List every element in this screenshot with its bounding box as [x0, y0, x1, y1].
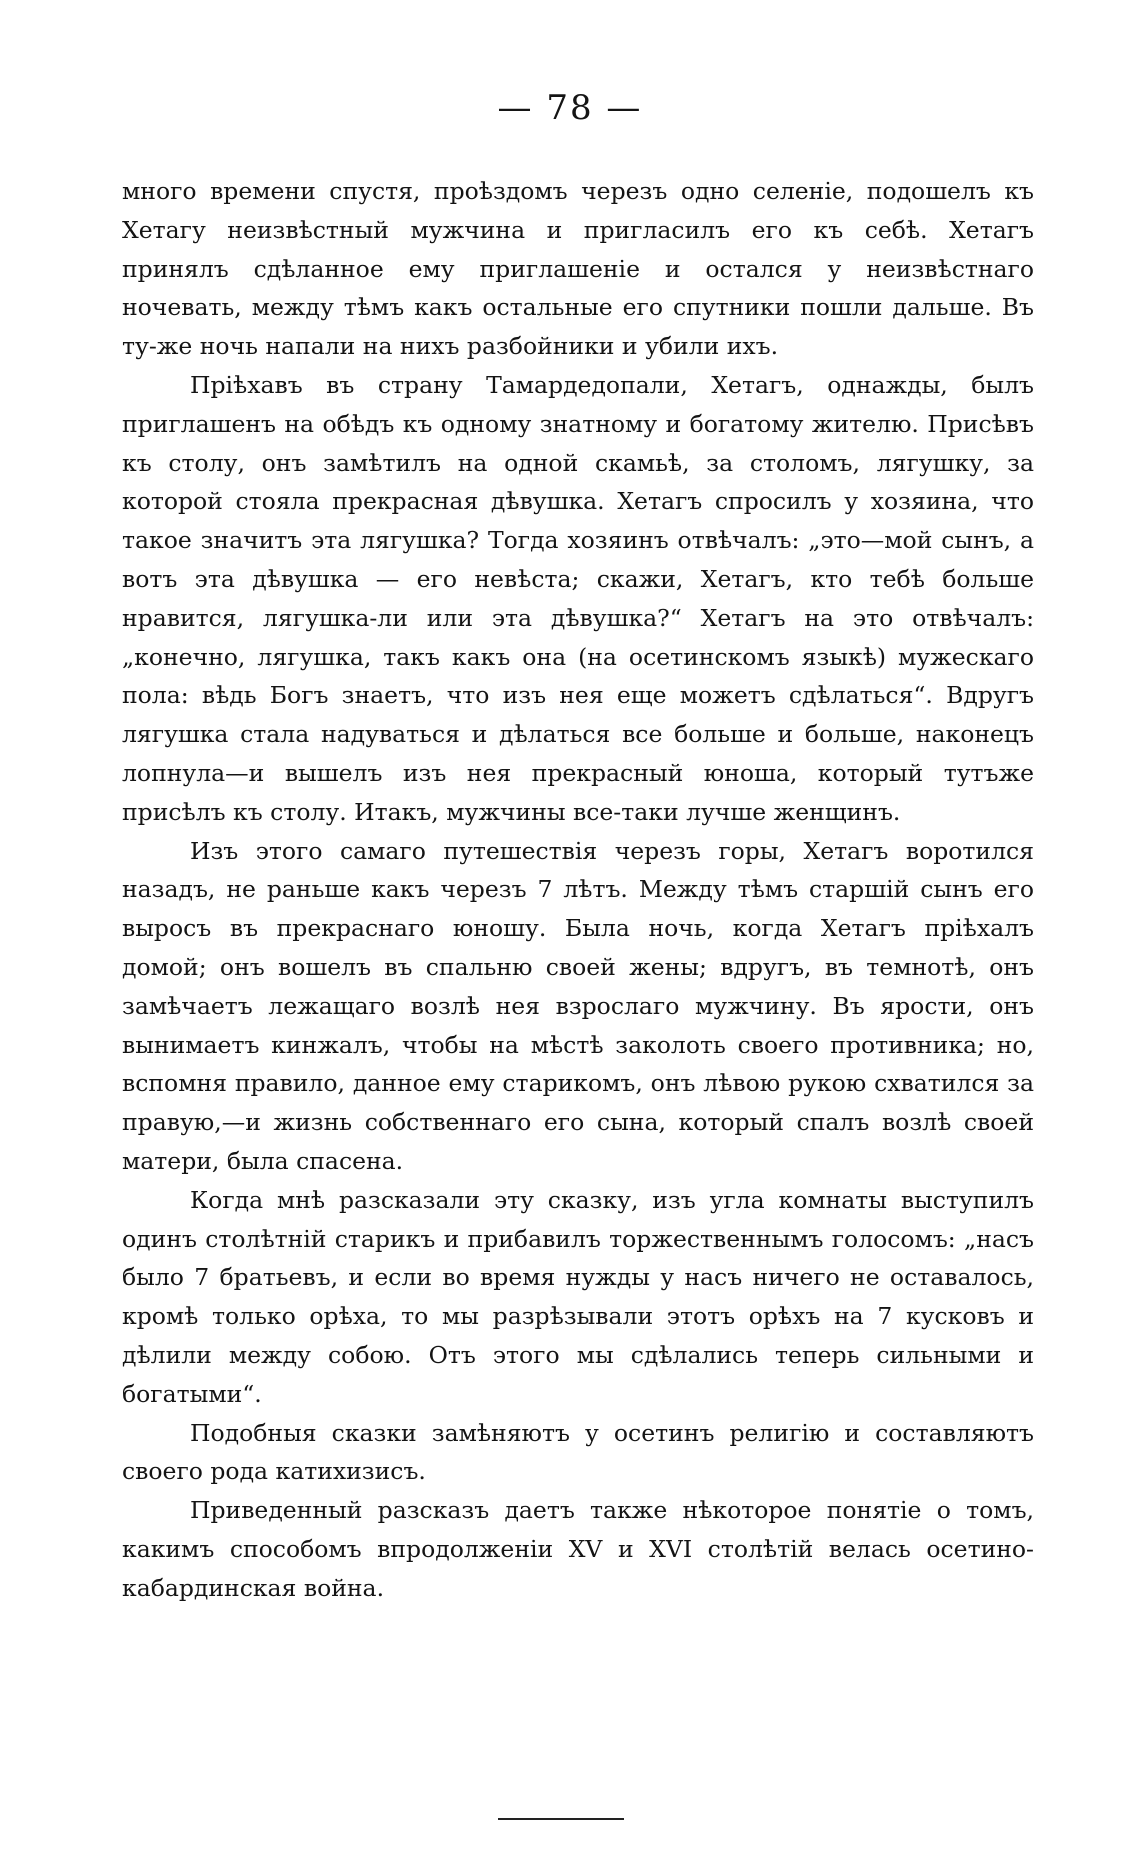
- paragraph-old-man: Когда мнѣ разсказали эту сказку, изъ угла комнаты выступилъ одинъ столѣтній старикъ и прибавилъ торжественнымъ голосомъ: „насъ было 7 братьевъ, и если во время нужды у насъ ничего не оставалось, кромѣ только орѣха, то мы разрѣзывали этотъ орѣхъ на 7 кусковъ и дѣлили между собою. Отъ этого мы сдѣлались теперь сильными и богатыми“.: [122, 1185, 1034, 1408]
- paragraph-religion: Подобныя сказки замѣняютъ у осетинъ религію и составляютъ своего рода катихизисъ.: [122, 1418, 1034, 1486]
- paragraph-return-home: Изъ этого самаго путешествія черезъ горы, Хетагъ воротился назадъ, не раньше какъ черезъ 7 лѣтъ. Между тѣмъ старшій сынъ его выросъ въ прекраснаго юношу. Была ночь, когда Хетагъ пріѣхалъ домой; онъ вошелъ въ спальню своей жены; вдругъ, въ темнотѣ, онъ замѣчаетъ лежащаго возлѣ нея взрослаго мужчину. Въ ярости, онъ вынимаетъ кинжалъ, чтобы на мѣстѣ заколоть своего противника; но, вспомня правило, данное ему старикомъ, онъ лѣвою рукою схватился за правую,—и жизнь собственнаго его сына, который спалъ возлѣ своей матери, была спасена.: [122, 836, 1034, 1175]
- end-rule: [498, 1818, 624, 1820]
- paragraph-continuation: много времени спустя, проѣздомъ черезъ одно селеніе, подошелъ къ Хетагу неизвѣстный мужчина и пригласилъ его къ себѣ. Хетагъ принялъ сдѣланное ему приглашеніе и остался у неизвѣстнаго ночевать, между тѣмъ какъ остальные его спутники пошли дальше. Въ ту-же ночь напали на нихъ разбойники и убили ихъ.: [122, 177, 1034, 361]
- paragraph-war: Приведенный разсказъ даетъ также нѣкоторое понятіе о томъ, какимъ способомъ впродолженіи XV и XVI столѣтій велась осетино-кабардинская война.: [122, 1496, 1034, 1602]
- body-text: [122, 172, 1034, 1607]
- page-number: — 78 —: [497, 88, 643, 128]
- paragraph-frog-tale: Пріѣхавъ въ страну Тамардедопали, Хетагъ, однажды, былъ приглашенъ на обѣдъ къ одному знатному и богатому жителю. Присѣвъ къ столу, онъ замѣтилъ на одной скамьѣ, за столомъ, лягушку, за которой стояла прекрасная дѣвушка. Хетагъ спросилъ у хозяина, что такое значитъ эта лягушка? Тогда хозяинъ отвѣчалъ: „это—мой сынъ, а вотъ эта дѣвушка — его невѣста; скажи, Хетагъ, кто тебѣ больше нравится, лягушка-ли или эта дѣвушка?“ Хетагъ на это отвѣчалъ: „конечно, лягушка, такъ какъ она (на осетинскомъ языкѣ) мужескаго пола: вѣдь Богъ знаетъ, что изъ нея еще можетъ сдѣлаться“. Вдругъ лягушка стала надуваться и дѣлаться все больше и больше, наконецъ лопнула—и вышелъ изъ нея прекрасный юноша, который тутъже присѣлъ къ столу. Итакъ, мужчины все-таки лучше женщинъ.: [122, 370, 1034, 826]
